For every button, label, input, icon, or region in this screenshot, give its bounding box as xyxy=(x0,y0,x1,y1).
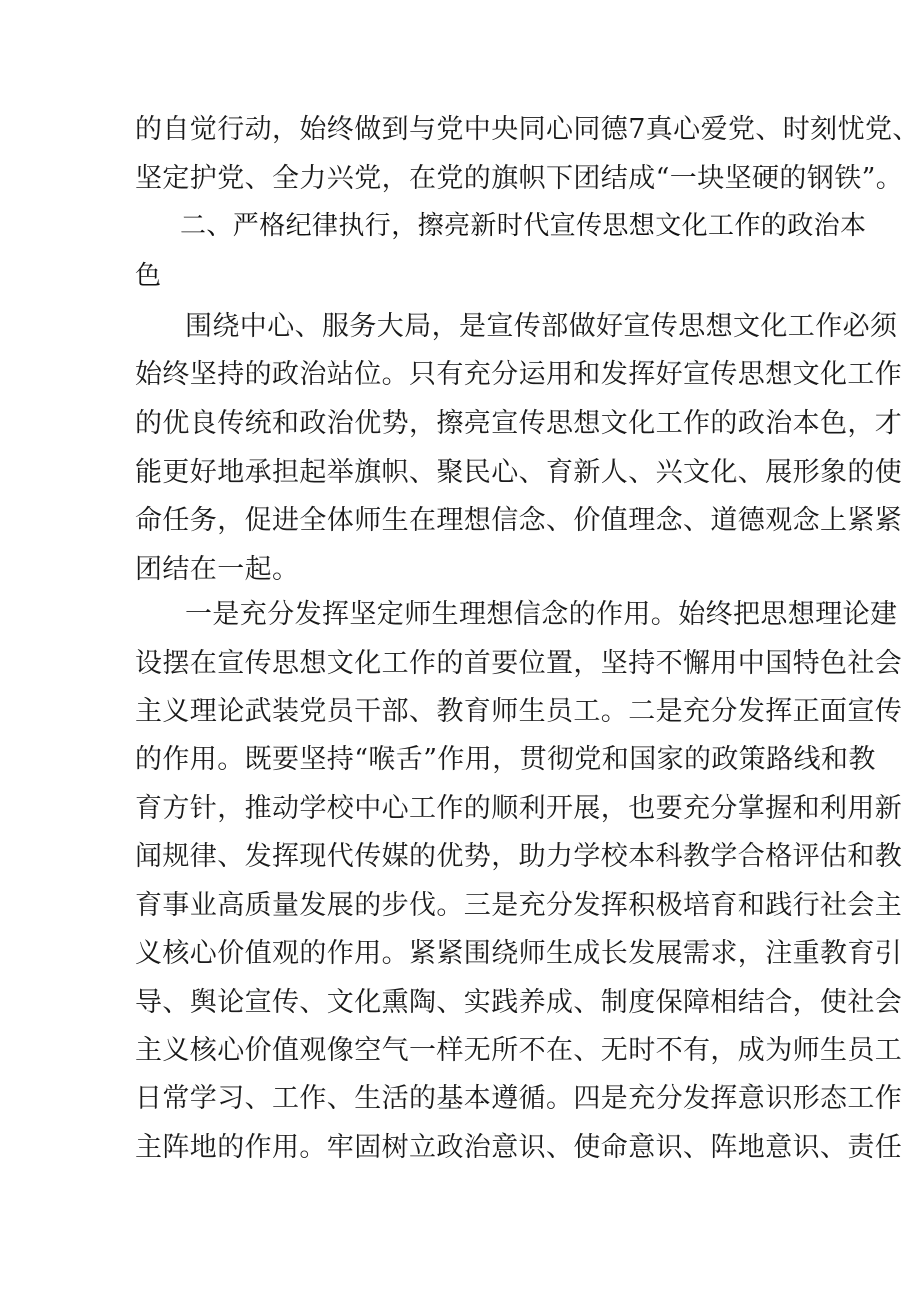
paragraph-line: 主义核心价值观像空气一样无所不在、无时不有，成为师生员工 xyxy=(135,1035,903,1066)
paragraph-line: 闻规律、发挥现代传媒的优势，助力学校本科教学合格评估和教 xyxy=(135,841,903,872)
paragraph-line: 的作用。既要坚持“喉舌”作用，贯彻党和国家的政策路线和教 xyxy=(135,744,876,775)
paragraph-line: 一是充分发挥坚定师生理想信念的作用。始终把思想理论建 xyxy=(185,599,898,630)
continuation-line: 的自觉行动，始终做到与党中央同心同德7真心爱党、时刻忧党、 xyxy=(135,114,920,145)
paragraph-line: 主义理论武装党员干部、教育师生员工。二是充分发挥正面宣传 xyxy=(135,696,903,727)
paragraph-line: 始终坚持的政治站位。只有充分运用和发挥好宣传思想文化工作 xyxy=(135,359,903,390)
paragraph-line: 围绕中心、服务大局，是宣传部做好宣传思想文化工作必须 xyxy=(185,311,898,342)
continuation-line: 坚定护党、全力兴党，在党的旗帜下团结成“一块坚硬的钢铁”。 xyxy=(135,163,904,194)
paragraph-line: 导、舆论宣传、文化熏陶、实践养成、制度保障相结合，使社会 xyxy=(135,987,903,1018)
section-heading: 二、严格纪律执行，擦亮新时代宣传思想文化工作的政治本 xyxy=(180,211,867,241)
paragraph-line: 义核心价值观的作用。紧紧围绕师生成长发展需求，注重教育引 xyxy=(135,938,903,969)
paragraph-line: 的优良传统和政治优势，擦亮宣传思想文化工作的政治本色，才 xyxy=(135,408,903,439)
section-heading-continued: 色 xyxy=(135,261,162,291)
paragraph-line: 能更好地承担起举旗帜、聚民心、育新人、兴文化、展形象的使 xyxy=(135,457,903,488)
paragraph-line: 设摆在宣传思想文化工作的首要位置，坚持不懈用中国特色社会 xyxy=(135,648,903,679)
paragraph-line: 育事业高质量发展的步伐。三是充分发挥积极培育和践行社会主 xyxy=(135,890,903,921)
paragraph-line: 育方针，推动学校中心工作的顺利开展，也要充分掌握和利用新 xyxy=(135,793,903,824)
paragraph-line: 团结在一起。 xyxy=(135,554,300,585)
paragraph-line: 命任务，促进全体师生在理想信念、价值理念、道德观念上紧紧 xyxy=(135,505,903,536)
paragraph-line: 日常学习、工作、生活的基本遵循。四是充分发挥意识形态工作 xyxy=(135,1083,903,1114)
paragraph-line: 主阵地的作用。牢固树立政治意识、使命意识、阵地意识、责任 xyxy=(135,1132,903,1163)
